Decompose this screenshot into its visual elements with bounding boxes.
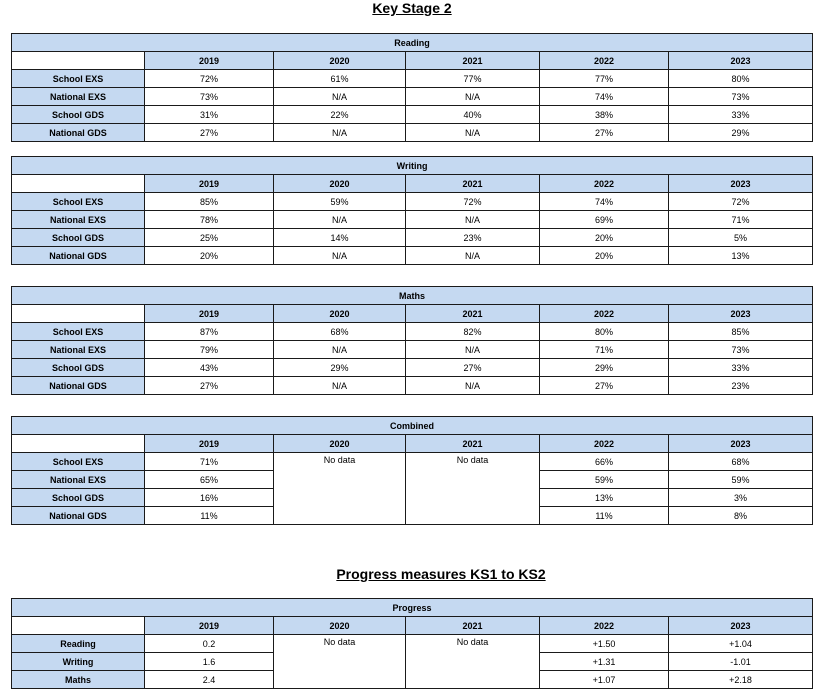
year-header: 2019	[145, 435, 274, 453]
value-cell: 27%	[406, 359, 540, 377]
value-cell: N/A	[274, 377, 406, 395]
year-header: 2022	[540, 52, 669, 70]
no-data-cell: No data	[274, 453, 406, 525]
row-label: School EXS	[12, 193, 145, 211]
row-label: Writing	[12, 653, 145, 671]
value-cell: -1.01	[669, 653, 813, 671]
value-cell: 43%	[145, 359, 274, 377]
value-cell: 73%	[669, 341, 813, 359]
table-title: Writing	[12, 157, 813, 175]
table-row	[12, 247, 813, 265]
value-cell: 59%	[274, 193, 406, 211]
value-cell: 74%	[540, 88, 669, 106]
value-cell: 23%	[406, 229, 540, 247]
value-cell: 77%	[406, 70, 540, 88]
row-label: Maths	[12, 671, 145, 689]
maths-table	[11, 286, 813, 395]
value-cell: 79%	[145, 341, 274, 359]
row-label: National EXS	[12, 211, 145, 229]
value-cell: 20%	[540, 247, 669, 265]
value-cell: N/A	[274, 341, 406, 359]
value-cell: 8%	[669, 507, 813, 525]
value-cell: 0.2	[145, 635, 274, 653]
row-label: National EXS	[12, 471, 145, 489]
value-cell: 5%	[669, 229, 813, 247]
value-cell: 20%	[540, 229, 669, 247]
year-header: 2023	[669, 52, 813, 70]
combined-table	[11, 416, 813, 525]
value-cell: N/A	[274, 211, 406, 229]
table-row	[12, 341, 813, 359]
value-cell: 61%	[274, 70, 406, 88]
table-row	[12, 211, 813, 229]
value-cell: 72%	[669, 193, 813, 211]
no-data-cell: No data	[274, 635, 406, 689]
row-label: National GDS	[12, 507, 145, 525]
row-label: School GDS	[12, 229, 145, 247]
value-cell: 1.6	[145, 653, 274, 671]
value-cell: 80%	[669, 70, 813, 88]
value-cell: 13%	[669, 247, 813, 265]
row-label: National GDS	[12, 124, 145, 142]
value-cell: 77%	[540, 70, 669, 88]
table-row	[12, 323, 813, 341]
table-row	[12, 229, 813, 247]
corner-cell	[12, 175, 145, 193]
value-cell: 73%	[145, 88, 274, 106]
value-cell: 27%	[540, 124, 669, 142]
table-row	[12, 453, 813, 471]
no-data-cell: No data	[406, 453, 540, 525]
value-cell: 68%	[274, 323, 406, 341]
row-label: National EXS	[12, 88, 145, 106]
row-label: Reading	[12, 635, 145, 653]
table-row	[12, 88, 813, 106]
value-cell: N/A	[274, 88, 406, 106]
year-header: 2023	[669, 435, 813, 453]
value-cell: 27%	[145, 377, 274, 395]
value-cell: 23%	[669, 377, 813, 395]
year-header: 2020	[274, 617, 406, 635]
year-header: 2023	[669, 305, 813, 323]
value-cell: 27%	[540, 377, 669, 395]
value-cell: 74%	[540, 193, 669, 211]
value-cell: 68%	[669, 453, 813, 471]
value-cell: N/A	[406, 124, 540, 142]
value-cell: 59%	[540, 471, 669, 489]
year-header: 2022	[540, 617, 669, 635]
value-cell: 87%	[145, 323, 274, 341]
value-cell: N/A	[274, 124, 406, 142]
year-header: 2020	[274, 52, 406, 70]
year-header: 2021	[406, 617, 540, 635]
value-cell: 85%	[145, 193, 274, 211]
table-row	[12, 124, 813, 142]
value-cell: 33%	[669, 106, 813, 124]
year-header: 2021	[406, 175, 540, 193]
row-label: School EXS	[12, 70, 145, 88]
year-header: 2020	[274, 435, 406, 453]
value-cell: 69%	[540, 211, 669, 229]
value-cell: N/A	[406, 341, 540, 359]
value-cell: 71%	[540, 341, 669, 359]
row-label: School EXS	[12, 453, 145, 471]
value-cell: 22%	[274, 106, 406, 124]
year-header: 2020	[274, 175, 406, 193]
value-cell: 11%	[540, 507, 669, 525]
table-row	[12, 635, 813, 653]
corner-cell	[12, 435, 145, 453]
progress-section-title: Progress measures KS1 to KS2	[336, 566, 546, 582]
value-cell: 72%	[406, 193, 540, 211]
value-cell: 3%	[669, 489, 813, 507]
value-cell: 40%	[406, 106, 540, 124]
year-header: 2019	[145, 305, 274, 323]
corner-cell	[12, 617, 145, 635]
year-header: 2022	[540, 175, 669, 193]
value-cell: 33%	[669, 359, 813, 377]
row-label: National GDS	[12, 247, 145, 265]
year-header: 2019	[145, 175, 274, 193]
page-title: Key Stage 2	[372, 0, 452, 16]
value-cell: 73%	[669, 88, 813, 106]
value-cell: 59%	[669, 471, 813, 489]
value-cell: 14%	[274, 229, 406, 247]
value-cell: 29%	[669, 124, 813, 142]
value-cell: +1.04	[669, 635, 813, 653]
value-cell: 29%	[540, 359, 669, 377]
table-title: Combined	[12, 417, 813, 435]
table-title: Reading	[12, 34, 813, 52]
year-header: 2019	[145, 52, 274, 70]
corner-cell	[12, 305, 145, 323]
value-cell: 71%	[669, 211, 813, 229]
value-cell: 66%	[540, 453, 669, 471]
table-title: Maths	[12, 287, 813, 305]
value-cell: +1.31	[540, 653, 669, 671]
year-header: 2023	[669, 175, 813, 193]
row-label: School EXS	[12, 323, 145, 341]
value-cell: 31%	[145, 106, 274, 124]
value-cell: N/A	[406, 247, 540, 265]
row-label: School GDS	[12, 359, 145, 377]
year-header: 2021	[406, 52, 540, 70]
corner-cell	[12, 52, 145, 70]
table-row	[12, 359, 813, 377]
value-cell: 25%	[145, 229, 274, 247]
value-cell: 38%	[540, 106, 669, 124]
value-cell: 27%	[145, 124, 274, 142]
value-cell: 65%	[145, 471, 274, 489]
value-cell: 78%	[145, 211, 274, 229]
progress-table	[11, 598, 813, 689]
value-cell: N/A	[406, 88, 540, 106]
value-cell: 71%	[145, 453, 274, 471]
value-cell: +1.50	[540, 635, 669, 653]
value-cell: 85%	[669, 323, 813, 341]
row-label: School GDS	[12, 106, 145, 124]
value-cell: 72%	[145, 70, 274, 88]
year-header: 2021	[406, 305, 540, 323]
value-cell: N/A	[274, 247, 406, 265]
table-row	[12, 106, 813, 124]
reading-table	[11, 33, 813, 142]
table-title: Progress	[12, 599, 813, 617]
table-row	[12, 70, 813, 88]
writing-table	[11, 156, 813, 265]
value-cell: 20%	[145, 247, 274, 265]
year-header: 2022	[540, 435, 669, 453]
value-cell: 16%	[145, 489, 274, 507]
year-header: 2020	[274, 305, 406, 323]
no-data-cell: No data	[406, 635, 540, 689]
year-header: 2021	[406, 435, 540, 453]
value-cell: N/A	[406, 211, 540, 229]
table-row	[12, 377, 813, 395]
row-label: National GDS	[12, 377, 145, 395]
value-cell: 80%	[540, 323, 669, 341]
value-cell: 11%	[145, 507, 274, 525]
year-header: 2019	[145, 617, 274, 635]
value-cell: 2.4	[145, 671, 274, 689]
value-cell: +1.07	[540, 671, 669, 689]
year-header: 2022	[540, 305, 669, 323]
value-cell: 82%	[406, 323, 540, 341]
row-label: National EXS	[12, 341, 145, 359]
year-header: 2023	[669, 617, 813, 635]
value-cell: N/A	[406, 377, 540, 395]
value-cell: +2.18	[669, 671, 813, 689]
value-cell: 29%	[274, 359, 406, 377]
table-row	[12, 193, 813, 211]
value-cell: 13%	[540, 489, 669, 507]
row-label: School GDS	[12, 489, 145, 507]
